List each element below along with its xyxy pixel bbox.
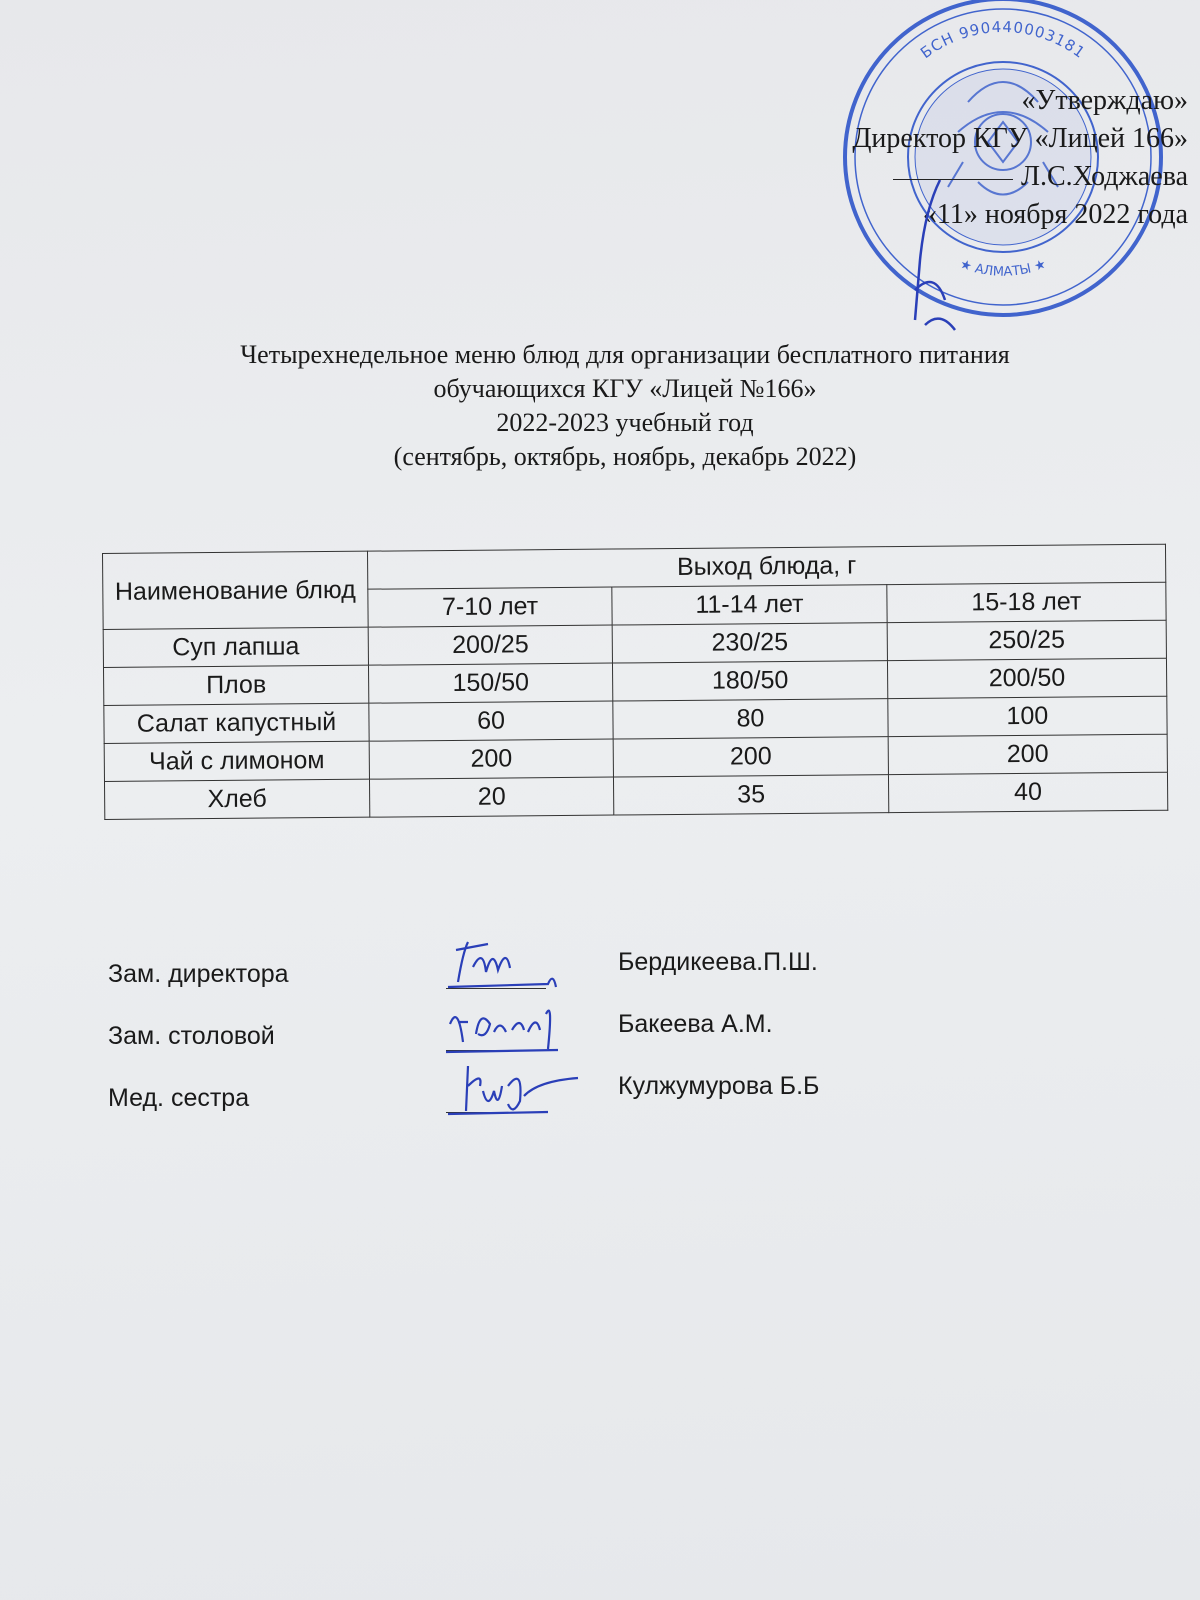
signer-name: Бакеева А.М. bbox=[618, 1010, 773, 1038]
dish-name: Хлеб bbox=[104, 779, 369, 819]
svg-text:★ АЛМАТЫ ★: ★ АЛМАТЫ ★ bbox=[957, 256, 1049, 280]
signatures-block bbox=[108, 948, 1008, 1146]
director-signature bbox=[895, 150, 975, 340]
dish-yield: 35 bbox=[614, 775, 889, 815]
dish-yield: 60 bbox=[369, 701, 614, 741]
dish-name: Плов bbox=[103, 665, 368, 705]
title-line-2: обучающихся КГУ «Лицей №166» bbox=[433, 374, 817, 403]
dish-name: Чай с лимоном bbox=[104, 741, 369, 781]
dish-yield: 200/25 bbox=[368, 625, 613, 665]
menu-table bbox=[102, 544, 1168, 820]
approval-director-name: Л.С.Ходжаева bbox=[1020, 161, 1188, 192]
dish-yield: 230/25 bbox=[612, 623, 887, 663]
svg-text:БСН 990440003181: БСН 990440003181 bbox=[917, 17, 1089, 63]
title-line-1: Четырехнедельное меню блюд для организации бесплатного питания bbox=[240, 340, 1010, 369]
signer-role: Зам. директора bbox=[108, 960, 289, 988]
dish-yield: 20 bbox=[369, 777, 614, 817]
dish-yield: 200 bbox=[369, 739, 614, 779]
dish-yield: 250/25 bbox=[887, 620, 1167, 660]
title-line-3: 2022-2023 учебный год bbox=[496, 408, 754, 437]
signer-name: Бердикеева.П.Ш. bbox=[618, 948, 818, 976]
dish-yield: 150/50 bbox=[368, 663, 613, 703]
dish-name: Салат капустный bbox=[104, 703, 369, 743]
signature-row bbox=[108, 1072, 1008, 1146]
approval-date: «11» ноября 2022 года bbox=[922, 199, 1188, 230]
dish-yield: 40 bbox=[888, 772, 1168, 812]
dish-name-header: Наименование блюд bbox=[103, 551, 369, 629]
dish-yield: 80 bbox=[613, 699, 888, 739]
dish-yield: 200/50 bbox=[887, 658, 1167, 698]
dish-name: Суп лапша bbox=[103, 627, 368, 667]
yield-header: Выход блюда, г bbox=[367, 544, 1165, 589]
dish-yield: 100 bbox=[888, 696, 1168, 736]
age-header-7-10: 7-10 лет bbox=[368, 587, 613, 627]
age-header-11-14: 11-14 лет bbox=[612, 585, 887, 625]
age-header-15-18: 15-18 лет bbox=[887, 582, 1167, 622]
signer-role: Мед. сестра bbox=[108, 1084, 250, 1112]
handwritten-signature bbox=[428, 932, 598, 992]
approval-director-title: Директор КГУ «Лицей 166» bbox=[852, 123, 1188, 154]
handwritten-signature bbox=[428, 994, 598, 1054]
handwritten-signature bbox=[428, 1056, 598, 1116]
dish-yield: 200 bbox=[888, 734, 1168, 774]
signer-role: Зам. столовой bbox=[108, 1022, 275, 1050]
title-line-4: (сентябрь, октябрь, ноябрь, декабрь 2022) bbox=[393, 442, 857, 471]
dish-yield: 200 bbox=[613, 737, 888, 777]
document-title bbox=[0, 338, 1200, 474]
dish-yield: 180/50 bbox=[613, 661, 888, 701]
signer-name: Кулжумурова Б.Б bbox=[618, 1072, 820, 1100]
approval-heading: «Утверждаю» bbox=[1021, 85, 1188, 116]
